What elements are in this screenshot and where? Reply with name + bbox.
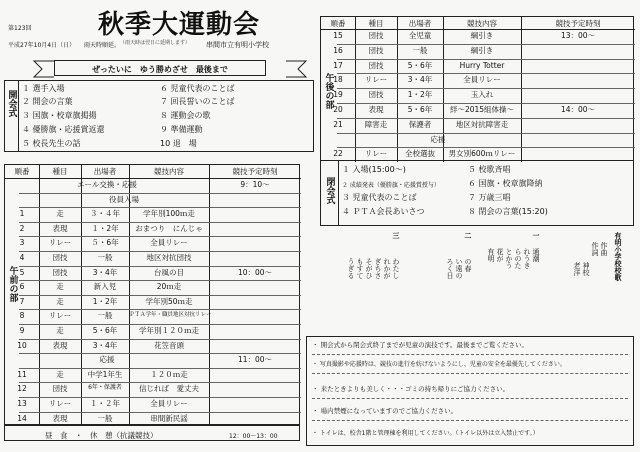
table-row <box>5 236 301 251</box>
closing-item: ３ 児童代表のことば <box>342 193 417 202</box>
table-row <box>321 118 635 133</box>
table-cell-who: 一般 <box>412 45 428 55</box>
table-cell-event: 表現 <box>52 413 68 423</box>
table-cell-who: 一般 <box>97 413 113 423</box>
closing-item: ２ 成績発表（優勝旗・応援賞授与） <box>342 182 440 189</box>
song-line: そがひ <box>365 258 373 279</box>
table-cell-event: 団技 <box>368 60 384 70</box>
table-cell-event: 走 <box>56 282 64 292</box>
table-cell-content: 綱引き <box>470 45 494 55</box>
table-cell-who: 一般 <box>97 311 113 321</box>
lunch-label: 昼 食 ・ 休 憩（抗議競技） <box>45 431 158 441</box>
table-cell-no: 7 <box>19 296 25 306</box>
table-row <box>321 133 635 148</box>
column-header: 競技内容 <box>154 167 184 176</box>
table-cell-content: 全員リレー <box>463 75 501 85</box>
table-cell-content: 地区対抗障害走 <box>455 119 509 129</box>
closing-item: ４ ＰＴＡ会長あいさつ <box>342 207 425 216</box>
lunch-time: 12：00～13：00 <box>229 433 278 441</box>
edition-label: 第123回 <box>8 25 32 32</box>
table-row <box>5 193 301 208</box>
table-row <box>5 397 301 412</box>
song-line: わたし <box>392 258 400 279</box>
song-verse-number: 二 <box>464 232 472 239</box>
note-item: ・ 来たときよりも美しく・・・ゴミの持ち帰りにご協力ください。 <box>312 385 510 393</box>
section-label: 午前の部 <box>7 265 18 302</box>
table-cell-no: 4 <box>19 253 25 262</box>
rain-note-small: （雨天時は翌日に延期します） <box>120 40 191 46</box>
table-row <box>321 103 635 118</box>
slogan-text: ぜったいに ゆう勝めざせ 最後まで <box>92 65 228 74</box>
song-title: 有明小学校校歌 <box>614 232 622 281</box>
table-row <box>5 266 301 281</box>
table-row <box>5 280 301 295</box>
opening-label: 開会式 <box>6 90 17 117</box>
table-cell-content: 学年別100ｍ走 <box>143 209 195 219</box>
closing-item: ８ 閉会の言葉(15:20) <box>468 207 548 216</box>
table-row <box>5 324 301 339</box>
table-cell-content: 串間新民謡 <box>150 413 188 423</box>
table-row <box>5 222 301 237</box>
table-cell-who: 全児童 <box>408 31 432 40</box>
song-line: うぎる <box>347 258 355 279</box>
song-line: ろく日 <box>446 258 454 279</box>
table-cell-no: 20 <box>333 105 343 114</box>
table-cell-event: リレー <box>364 149 388 159</box>
table-cell-event: 団技 <box>368 90 384 100</box>
song-line: れかが <box>383 258 391 279</box>
song-line: もすて <box>356 258 364 279</box>
column-header: 競技予定時刻 <box>555 19 601 28</box>
opening-item: １ 選手入場 <box>22 84 65 93</box>
table-cell-event: 応援 <box>99 355 115 365</box>
table-cell-no: 6 <box>19 282 25 292</box>
table-cell-event: エール交換・応援 <box>77 180 137 189</box>
table-cell-who: 保護者 <box>408 119 432 129</box>
table-cell-who: 応援 <box>430 134 446 144</box>
table-row <box>5 368 301 383</box>
table-cell-content: おまつり にんじゃ <box>135 223 203 233</box>
closing-item: ６ 国旗・校章旗降納 <box>468 179 543 188</box>
opening-item: 10 退 場 <box>160 139 197 148</box>
song-line: らのた <box>514 248 522 269</box>
page-title: 秋季大運動会 <box>98 10 261 40</box>
table-cell-content: 全員リレー <box>150 238 188 248</box>
song-line: の春 <box>464 258 472 272</box>
table-cell-who: 3・4年 <box>92 267 118 277</box>
table-cell-no: 16 <box>333 45 343 55</box>
song-line: 花が <box>496 248 504 262</box>
opening-item: ５ 校長先生の話 <box>22 139 81 148</box>
song-line: れうき <box>523 248 531 269</box>
song-line: とかう <box>505 248 513 269</box>
table-cell-who: １・２年 <box>90 399 120 408</box>
table-cell-content: 玉入れ <box>470 90 494 100</box>
table-cell-who: 役員入場 <box>109 194 139 204</box>
table-cell-no: 22 <box>333 149 343 159</box>
table-cell-content: 学年別50ｍ走 <box>145 296 193 306</box>
song-line: 有明 <box>487 248 495 262</box>
table-cell-event: リレー <box>364 75 388 85</box>
table-row <box>321 88 635 103</box>
table-cell-who: 5・6年 <box>92 326 118 335</box>
table-cell-no: 8 <box>19 311 25 321</box>
table-row <box>321 59 635 74</box>
table-cell-no: 12 <box>17 384 27 394</box>
table-row <box>5 295 301 310</box>
table-cell-no: 3 <box>19 238 25 248</box>
table-cell-no: 13 <box>17 399 27 408</box>
opening-item: ７ 回長誓いのことば <box>160 97 235 106</box>
opening-item: ４ 優勝旗・応援賞返還 <box>22 125 105 134</box>
table-cell-event: 表現 <box>52 223 68 233</box>
table-cell-event: 走 <box>56 369 64 379</box>
column-header: 種目 <box>368 19 384 28</box>
song-credit: 老洋 <box>573 262 581 276</box>
table-cell-event: リレー <box>48 311 72 321</box>
table-cell-event: 団技 <box>52 253 68 262</box>
note-item: ・ 写真撮影や応援時は、競技の進行を妨げないようにし、児童の安全を最優先してください。 <box>312 361 566 368</box>
note-item: ・ トイレは、校舎1階と管理棟を利用してください。（トイレ以外は立入禁止です。） <box>312 430 539 437</box>
table-cell-event: 団技 <box>368 31 384 40</box>
song-credit: 作曲 <box>600 242 608 256</box>
table-cell-content: 20ｍ走 <box>156 282 182 292</box>
table-row <box>321 29 635 44</box>
table-cell-event: 走 <box>56 209 64 219</box>
closing-label: 閉会式 <box>324 177 335 204</box>
table-row <box>5 339 301 354</box>
column-header: 順番 <box>330 19 346 28</box>
table-cell-no: 19 <box>333 90 343 100</box>
table-cell-who: 1・2年 <box>407 90 433 100</box>
song-line: 通潮 <box>532 248 540 262</box>
table-cell-time: 9：10～ <box>240 180 270 189</box>
table-row <box>5 309 301 324</box>
table-row <box>5 382 301 397</box>
table-cell-content: 信じれば 愛丈夫 <box>139 384 199 394</box>
table-cell-event: 走 <box>56 326 64 335</box>
table-cell-who: ５・6年 <box>91 238 119 248</box>
table-cell-event: 表現 <box>368 105 384 114</box>
table-cell-who: ３・４年 <box>90 209 120 219</box>
opening-item: ２ 開会の言葉 <box>22 97 73 106</box>
table-cell-content: 地区対抗団技 <box>146 253 192 262</box>
slogan-ribbon-ends <box>30 58 310 80</box>
opening-item: ８ 運動会の歌 <box>160 111 211 120</box>
table-cell-who: 3・4年 <box>92 340 118 350</box>
table-cell-content: １２０ｍ走 <box>150 369 188 379</box>
column-header: 出場者 <box>408 19 432 28</box>
table-cell-who: 1・2年 <box>92 296 118 306</box>
table-cell-time: 14：00～ <box>560 105 596 114</box>
closing-item: １ 入場(15:00～) <box>342 165 406 174</box>
column-header: 競技予定時刻 <box>232 167 278 176</box>
opening-item: ６ 児童代表のことば <box>160 84 235 93</box>
afternoon-grid <box>320 16 634 161</box>
table-cell-no: 15 <box>333 31 343 40</box>
note-item: ・ 場内禁煙になっていますのでご協力ください。 <box>312 407 458 415</box>
table-cell-no: 14 <box>17 413 27 423</box>
column-header: 種目 <box>52 167 68 176</box>
table-cell-who: 中学1年生 <box>87 369 123 379</box>
column-header: 出場者 <box>93 167 117 176</box>
table-cell-who: 6年・保護者 <box>88 384 122 392</box>
column-header: 競技内容 <box>467 19 497 28</box>
table-cell-time: 10：00～ <box>237 267 273 277</box>
table-cell-event: リレー <box>48 399 72 408</box>
school-name: 串間市立有明小学校 <box>206 41 269 49</box>
closing-item: ７ 万歳三唱 <box>468 193 511 202</box>
table-cell-content: 絆～2015組体操～ <box>449 105 515 114</box>
table-cell-content: Hurry Totter <box>459 60 505 70</box>
closing-item: ５ 校歌斉唱 <box>468 165 511 174</box>
table-cell-who: 5・6年 <box>407 105 433 114</box>
table-row <box>5 353 301 368</box>
table-cell-event: 団技 <box>368 45 384 55</box>
table-cell-who: 一般 <box>97 253 113 262</box>
table-cell-time: 13：00～ <box>560 31 596 40</box>
table-cell-no: 10 <box>17 340 27 350</box>
song-credit: 作詞 <box>591 242 599 256</box>
opening-item: ３ 国旗・校章旗掲揚 <box>22 111 97 120</box>
column-header: 順番 <box>14 167 30 176</box>
song-credit: 神校 <box>582 262 590 276</box>
note-item: ・ 開会式から閉会式終了までが児童の演技です。最後までご覧ください。 <box>312 341 529 349</box>
school-song-area <box>318 232 634 328</box>
table-row <box>5 207 301 222</box>
table-cell-no: 18 <box>333 75 343 85</box>
table-cell-no: 21 <box>333 119 343 129</box>
morning-grid <box>4 164 300 425</box>
table-row <box>5 412 301 427</box>
table-cell-event: リレー <box>48 238 72 248</box>
song-verse-number: 一 <box>532 232 540 239</box>
table-cell-content: 花笠音頭 <box>154 340 184 350</box>
table-cell-time: 11：00～ <box>237 355 273 365</box>
table-cell-event: 表現 <box>52 340 68 350</box>
table-cell-content: 男女別600ｍリレー <box>448 149 516 159</box>
table-cell-content: 全員リレー <box>150 399 188 408</box>
table-cell-no: 17 <box>333 60 343 70</box>
table-cell-no: 5 <box>19 267 25 277</box>
table-cell-who: 3・4年 <box>407 75 433 85</box>
song-line: ぎちさ <box>374 258 382 279</box>
table-cell-who: 5・6年 <box>407 60 433 70</box>
song-verse-number: 三 <box>392 232 400 239</box>
section-label: 午後の部 <box>323 73 334 110</box>
table-cell-who: 全校選抜 <box>405 149 435 159</box>
opening-item: ９ 準備運動 <box>160 125 203 134</box>
table-cell-no: 9 <box>19 326 25 335</box>
table-row <box>5 178 301 193</box>
date-line: 平成27年10月4日（日） <box>8 42 76 49</box>
table-cell-event: 走 <box>56 296 64 306</box>
lunch-row <box>4 425 300 441</box>
table-cell-content: 学年別１２０ｍ走 <box>139 326 199 335</box>
table-cell-content: 綱引き <box>470 31 494 40</box>
table-cell-event: 障害走 <box>364 119 388 129</box>
table-row <box>321 73 635 88</box>
table-cell-content: 台風の目 <box>154 267 184 277</box>
table-row <box>321 44 635 59</box>
rain-note: 雨天時順延。 <box>84 42 121 49</box>
table-cell-no: 1 <box>19 209 25 219</box>
table-cell-no: 11 <box>17 369 27 379</box>
table-cell-who: １・2年 <box>91 223 119 233</box>
song-line: い遠の <box>455 258 463 279</box>
table-row <box>5 251 301 266</box>
table-cell-event: 団技 <box>52 384 68 394</box>
table-cell-event: 団技 <box>52 267 68 277</box>
table-cell-who: 新入児 <box>93 282 117 292</box>
table-cell-content: ＰＴＡ学年・職員地区対抗リレー <box>129 312 212 319</box>
table-cell-no: 2 <box>19 223 25 233</box>
